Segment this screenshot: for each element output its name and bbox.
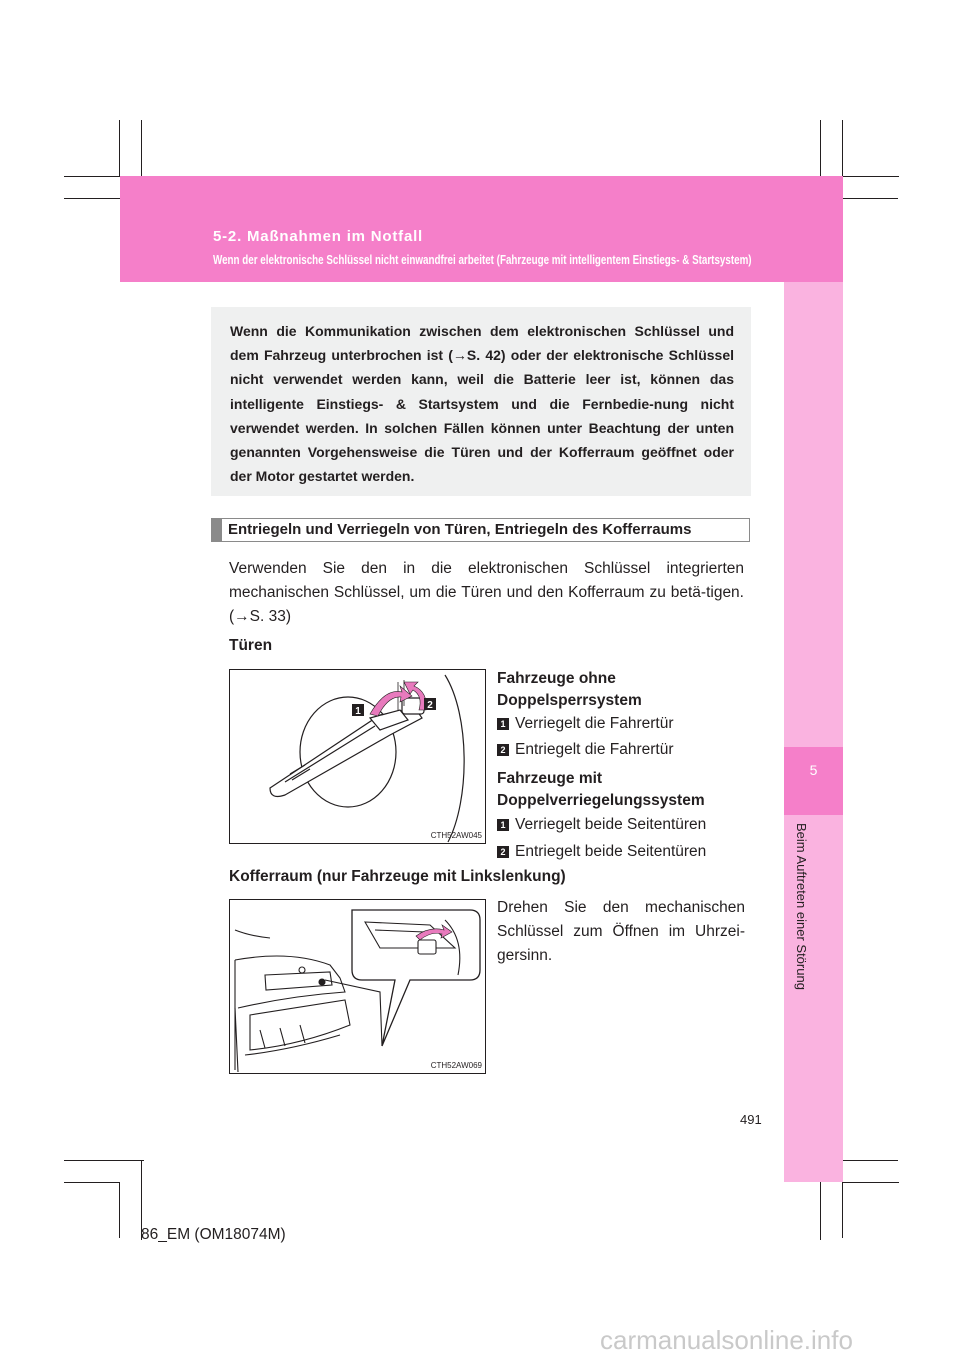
- group1-item-2-text: Entriegelt die Fahrertür: [515, 741, 674, 758]
- door-handle-figure: [229, 669, 486, 844]
- section-body-text: Verwenden Sie den in die elektronischen Schlüssel integrierten mechanischen Schlüssel, um die Türen und den Kofferraum zu betä-tigen. (→S. 33): [229, 560, 744, 625]
- crop-mark: [64, 176, 120, 177]
- legend-number: 1: [497, 819, 509, 831]
- trunk-lock-illustration: [230, 900, 485, 1073]
- figure-code: CTH52AW045: [430, 831, 482, 840]
- door-handle-illustration: [230, 670, 485, 843]
- legend-number: 1: [497, 718, 509, 730]
- doors-heading: Türen: [229, 637, 273, 654]
- callout-2: 2: [427, 700, 433, 711]
- chapter-number: 5: [809, 762, 818, 778]
- group1-item-2: [497, 741, 674, 759]
- crop-mark: [119, 120, 120, 176]
- group1-item-1: [497, 715, 674, 733]
- footer-code: 86_EM (OM18074M): [141, 1226, 286, 1243]
- trunk-lock-figure: [229, 899, 486, 1074]
- group2-item-2: [497, 843, 706, 861]
- crop-mark: [119, 1182, 120, 1238]
- crop-mark: [64, 1160, 144, 1161]
- crop-mark: [843, 176, 899, 177]
- crop-mark: [842, 1182, 843, 1238]
- intro-text: Wenn die Kommunikation zwischen dem elektronischen Schlüssel und dem Fahrzeug unterbrochen ist (→S. 42) oder der elektronische Schlüssel nicht verwendet werden kann, weil die Batterie leer ist, können das intelligente Einstiegs- & Startsystem und die Fernbedie-nung nicht verwendet werden. In solchen Fällen können unter Beachtung der unten genannten Vorgehensweise die Türen und der Kofferraum geöffnet oder der Motor gestartet werden.: [230, 323, 734, 485]
- trunk-text: Drehen Sie den mechanischen Schlüssel zum Öffnen im Uhrzei-gersinn.: [497, 899, 745, 964]
- group1-title-line2: Doppelsperrsystem: [497, 692, 642, 709]
- section-heading-text: Entriegeln und Verriegeln von Türen, Entriegeln des Kofferraums: [228, 521, 692, 538]
- crop-mark: [842, 120, 843, 176]
- callout-1: 1: [355, 706, 361, 717]
- chapter-number-tab: [784, 747, 843, 815]
- group2-title: [497, 768, 705, 812]
- figure-code: CTH52AW069: [430, 1061, 482, 1070]
- crop-mark: [843, 1182, 899, 1183]
- section-heading-bar: [212, 519, 222, 541]
- group2-item-1: [497, 816, 706, 834]
- page-number: 491: [740, 1112, 762, 1127]
- chapter-side-tab: [784, 282, 843, 1182]
- trunk-heading: Kofferraum (nur Fahrzeuge mit Linkslenkung): [229, 868, 566, 885]
- group1-item-1-text: Verriegelt die Fahrertür: [515, 715, 674, 732]
- group2-item-2-text: Entriegelt beide Seitentüren: [515, 843, 707, 860]
- group2-item-1-text: Verriegelt beide Seitentüren: [515, 816, 707, 833]
- watermark: carmanualsonline.info: [600, 1325, 853, 1355]
- section-heading: [211, 518, 750, 542]
- group1-title-line1: Fahrzeuge ohne: [497, 670, 616, 687]
- legend-number: 2: [497, 846, 509, 858]
- crop-mark: [64, 1182, 120, 1183]
- group2-title-line2: Doppelverriegelungssystem: [497, 792, 705, 809]
- legend-number: 2: [497, 744, 509, 756]
- section-title: 5-2. Maßnahmen im Notfall: [213, 228, 424, 245]
- group2-title-line1: Fahrzeuge mit: [497, 770, 603, 787]
- page-subtitle: Wenn der elektronische Schlüssel nicht einwandfrei arbeitet (Fahrzeuge mit intelligentem Einstiegs- & Startsystem): [213, 253, 752, 267]
- chapter-title: [784, 823, 843, 1023]
- group1-title: [497, 668, 642, 712]
- intro-box: [211, 307, 751, 496]
- chapter-title-text: Beim Auftreten einer Störung: [794, 823, 809, 990]
